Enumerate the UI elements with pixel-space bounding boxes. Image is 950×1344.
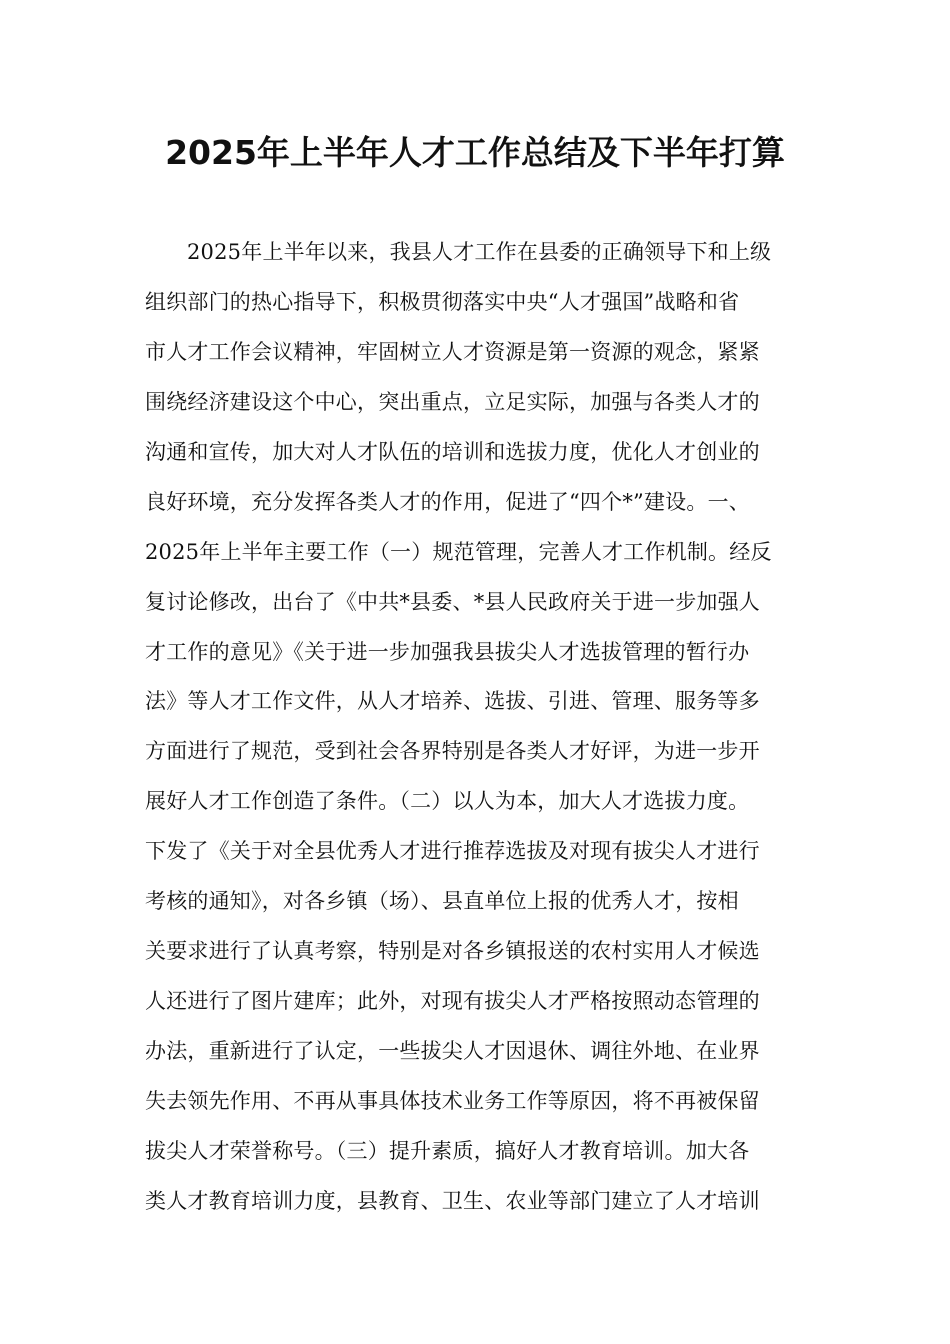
body-line: 沟通和宣传，加大对人才队伍的培训和选拔力度，优化人才创业的 (145, 439, 760, 464)
body-line: 复讨论修改，出台了《中共*县委、*县人民政府关于进一步加强人 (145, 589, 760, 614)
body-line: 办法，重新进行了认定，一些拔尖人才因退休、调往外地、在业界 (145, 1039, 760, 1063)
body-line: 才工作的意见》《关于进一步加强我县拔尖人才选拔管理的暂行办 (145, 639, 750, 664)
body-line: 围绕经济建设这个中心，突出重点，立足实际，加强与各类人才的 (145, 389, 760, 414)
body-line: 方面进行了规范，受到社会各界特别是各类人才好评，为进一步开 (145, 739, 760, 764)
body-line: 组织部门的热心指导下，积极贯彻落实中央“人才强国”战略和省 (145, 289, 740, 314)
body-line: 展好人才工作创造了条件。（二）以人为本，加大人才选拔力度。 (145, 789, 750, 814)
body-line: 下发了《关于对全县优秀人才进行推荐选拔及对现有拔尖人才进行 (145, 839, 760, 864)
body-line: 2025年上半年以来，我县人才工作在县委的正确领导下和上级 (187, 240, 772, 264)
body-line: 失去领先作用、不再从事具体技术业务工作等原因，将不再被保留 (145, 1088, 760, 1113)
body-line: 拔尖人才荣誉称号。（三）提升素质，搞好人才教育培训。加大各 (145, 1138, 750, 1163)
body-line: 2025年上半年主要工作（一）规范管理，完善人才工作机制。经反 (145, 539, 772, 564)
body-line: 法》等人才工作文件，从人才培养、选拔、引进、管理、服务等多 (145, 689, 760, 714)
body-line: 类人才教育培训力度，县教育、卫生、农业等部门建立了人才培训 (145, 1188, 760, 1213)
body-line: 人还进行了图片建库；此外，对现有拔尖人才严格按照动态管理的 (145, 989, 760, 1014)
body-line: 良好环境，充分发挥各类人才的作用，促进了“四个*”建设。一、 (145, 489, 750, 514)
document-body (145, 228, 815, 1227)
document-title: 2025年上半年人才工作总结及下半年打算 (165, 133, 785, 172)
body-line: 关要求进行了认真考察，特别是对各乡镇报送的农村实用人才候选 (145, 939, 760, 964)
body-line: 市人才工作会议精神，牢固树立人才资源是第一资源的观念，紧紧 (145, 339, 760, 364)
body-line: 考核的通知》，对各乡镇（场）、县直单位上报的优秀人才，按相 (145, 889, 739, 914)
